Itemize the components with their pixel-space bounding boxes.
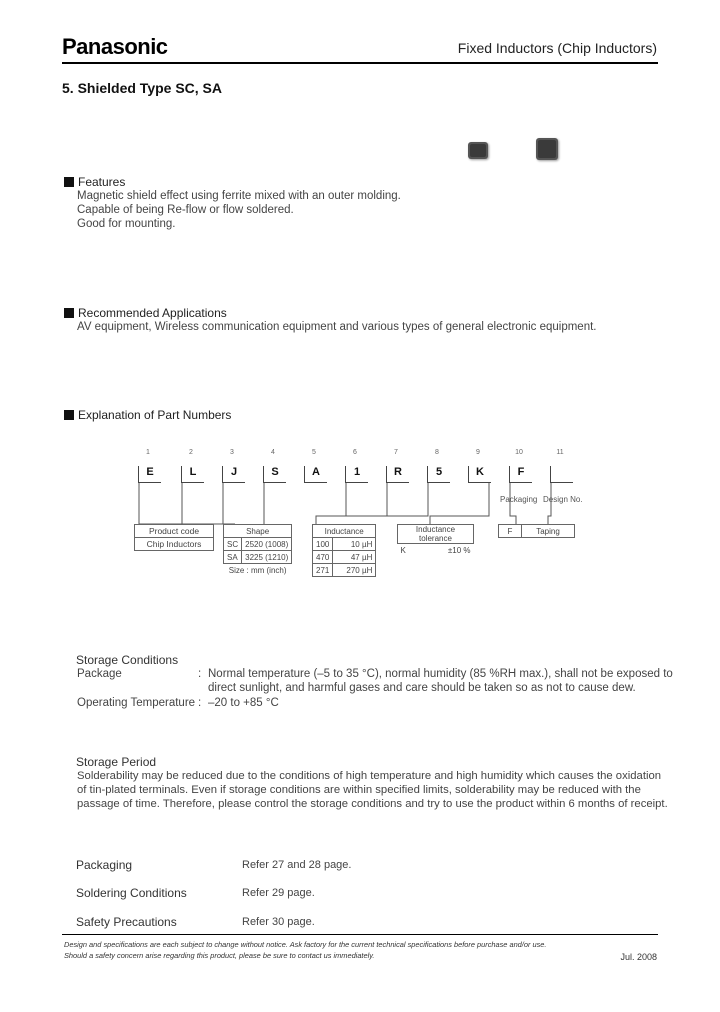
table-cell: ±10 %: [447, 545, 471, 555]
table-row: [224, 538, 292, 551]
tolerance-table: [397, 524, 474, 556]
product-code-box: [134, 524, 214, 551]
table-cell: 271: [313, 564, 333, 577]
footer-notice-2: Should a safety concern arise regarding this product, please be sure to contact us immediately.: [64, 951, 375, 960]
table-cell: 2520 (1008): [242, 538, 292, 551]
connector-line: [387, 483, 428, 516]
product-code-label: Product code: [148, 526, 200, 536]
position-number: 8: [435, 449, 439, 456]
shape-table: [223, 524, 292, 576]
connector-line: [316, 483, 346, 524]
part-letter-box: A: [304, 466, 327, 483]
footer-date: Jul. 2008: [620, 952, 657, 962]
packaging-table: [498, 524, 575, 538]
connector-line: [346, 483, 387, 516]
part-letter-box: S: [263, 466, 286, 483]
table-row: [398, 544, 474, 557]
applications-heading-text: Recommended Applications: [78, 306, 227, 320]
package-colon: :: [198, 668, 202, 680]
table-row: [313, 538, 376, 551]
feature-line: Capable of being Re-flow or flow soldered.: [77, 204, 294, 216]
table-cell: F: [499, 525, 522, 538]
table-cell: SA: [224, 551, 242, 564]
part-letter-box: E: [138, 466, 161, 483]
reference-label: Soldering Conditions: [76, 886, 187, 900]
feature-line: Good for mounting.: [77, 218, 176, 230]
storage-period-line: Solderability may be reduced due to the conditions of high temperature and high humidity which causes the oxidation: [77, 770, 662, 782]
table-cell: Taping: [522, 525, 575, 538]
design-no-label: Design No.: [543, 495, 583, 504]
table-cell: 3225 (1210): [242, 551, 292, 564]
part-letter-box: 1: [345, 466, 368, 483]
position-number: 5: [312, 449, 316, 456]
package-text-1: Normal temperature (–5 to 35 °C), normal humidity (85 %RH max.), shall not be exposed to: [208, 668, 673, 680]
reference-label: Safety Precautions: [76, 915, 177, 929]
shape-size-note: Size : mm (inch): [228, 565, 287, 575]
inductance-table-title: Inductance: [313, 525, 376, 538]
operating-temperature-value: –20 to +85 °C: [208, 697, 279, 709]
table-cell: 10 µH: [333, 538, 376, 551]
position-number: 6: [353, 449, 357, 456]
position-number: 3: [230, 449, 234, 456]
reference-value: Refer 29 page.: [242, 887, 315, 899]
package-text-2: direct sunlight, and harmful gases and care should be taken so as not to cause dew.: [208, 682, 636, 694]
feature-line: Magnetic shield effect using ferrite mixed with an outer molding.: [77, 190, 401, 202]
position-number: 1: [146, 449, 150, 456]
section-title: 5. Shielded Type SC, SA: [62, 80, 223, 96]
storage-period-line: of tin-plated terminals. Even if storage conditions are within specified limits, solderability may be reduced with the: [77, 784, 641, 796]
table-cell: K: [400, 545, 406, 555]
document-title: Fixed Inductors (Chip Inductors): [457, 40, 657, 56]
shape-table-title: Shape: [224, 525, 292, 538]
table-cell: 47 µH: [333, 551, 376, 564]
applications-text: AV equipment, Wireless communication equipment and various types of general electronic equipment.: [77, 321, 597, 333]
storage-conditions-heading: Storage Conditions: [76, 653, 179, 667]
position-number: 7: [394, 449, 398, 456]
package-label: Package: [77, 668, 122, 680]
tolerance-table-title: Inductance tolerance: [398, 525, 474, 544]
connector-line: [139, 483, 235, 524]
part-letter-box: K: [468, 466, 491, 483]
position-number: 10: [515, 449, 523, 456]
inductance-table: [312, 524, 376, 577]
storage-period-line: passage of time. Therefore, please control the storage conditions and try to use the product within 6 months of receipt.: [77, 798, 668, 810]
position-number: 11: [556, 449, 564, 456]
product-code-value: Chip Inductors: [135, 537, 213, 550]
table-row: [499, 525, 575, 538]
table-cell: 100: [313, 538, 333, 551]
table-cell: 470: [313, 551, 333, 564]
footer-rule: [62, 934, 658, 935]
part-letter-box: F: [509, 466, 532, 483]
part-letter-box: L: [181, 466, 204, 483]
features-heading-text: Features: [78, 175, 126, 189]
operating-temperature-label: Operating Temperature: [77, 697, 196, 709]
reference-value: Refer 30 page.: [242, 916, 315, 928]
reference-label: Packaging: [76, 858, 133, 872]
table-row: [313, 564, 376, 577]
connector-line: [430, 483, 489, 524]
reference-value: Refer 27 and 28 page.: [242, 859, 352, 871]
position-number: 2: [189, 449, 193, 456]
part-letter-box: 5: [427, 466, 450, 483]
position-number: 9: [476, 449, 480, 456]
table-row: [224, 551, 292, 564]
table-cell: 270 µH: [333, 564, 376, 577]
brand-logo: Panasonic: [62, 34, 168, 59]
operating-temperature-colon: :: [198, 697, 202, 709]
position-number: 4: [271, 449, 275, 456]
part-numbers-heading-text: Explanation of Part Numbers: [78, 408, 232, 422]
table-row: [313, 551, 376, 564]
packaging-label: Packaging: [500, 495, 538, 504]
storage-period-text: [77, 769, 667, 811]
part-letter-box: R: [386, 466, 409, 483]
storage-period-heading: Storage Period: [76, 755, 157, 769]
footer-notice-1: Design and specifications are each subject to change without notice. Ask factory for the current technical specifications before purchase and/or use.: [64, 940, 547, 949]
part-letter-box: J: [222, 466, 245, 483]
table-cell: SC: [224, 538, 242, 551]
